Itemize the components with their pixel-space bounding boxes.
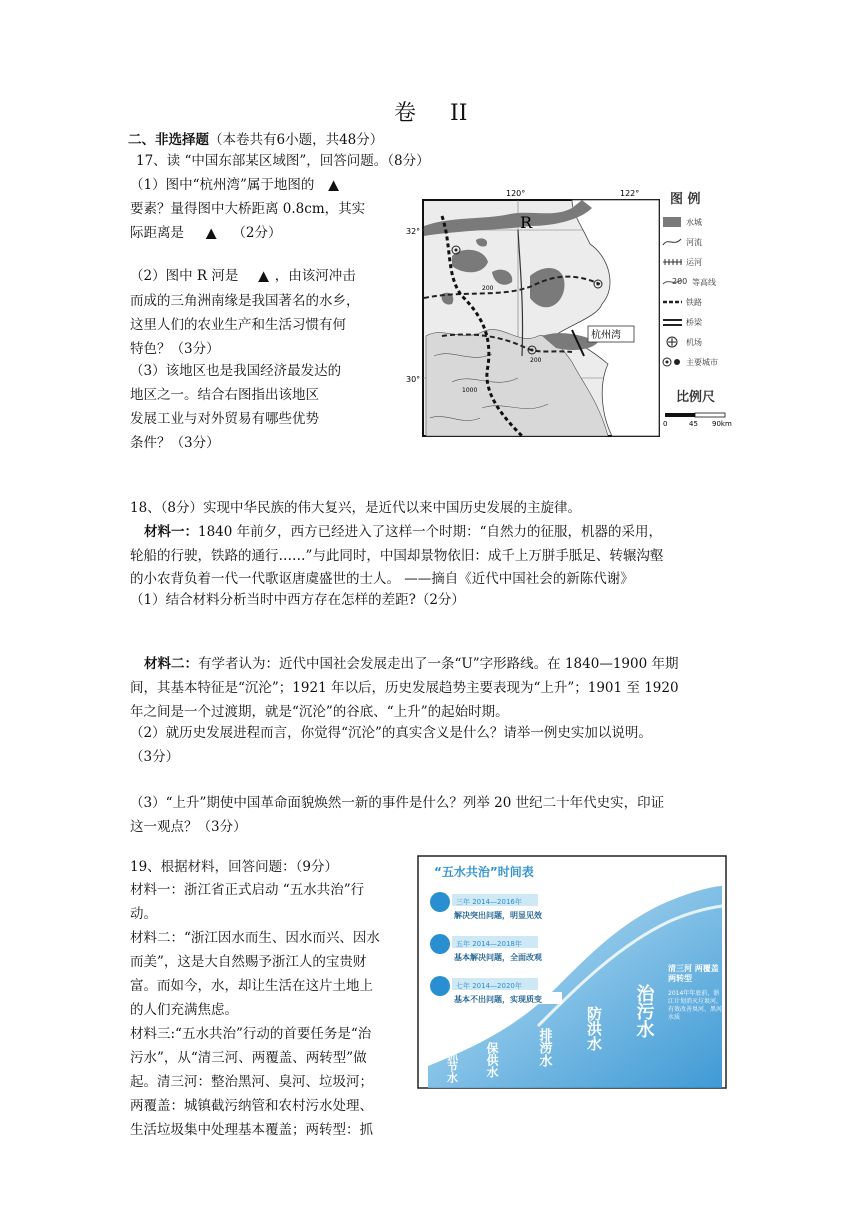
legend-title: 图 例 xyxy=(670,192,701,207)
q18-question: 这一观点？（3分） xyxy=(130,819,247,835)
poster-drawing xyxy=(418,856,726,1088)
river-label: R xyxy=(520,213,533,232)
q19-line: 的人们充满焦虑。 xyxy=(130,1002,238,1018)
scale-tick: 0 xyxy=(663,420,668,428)
q17-line: 而成的三角洲南缘是我国著名的水乡， xyxy=(130,293,360,309)
q18-question: （1）结合材料分析当时中西方存在怎样的差距?（2分） xyxy=(130,592,465,608)
q18-line: 材料一：1840 年前夕，西方已经进入了这样一个时期：“自然力的征服，机器的采用， xyxy=(144,524,663,540)
bay-label: 杭州湾 xyxy=(591,330,621,341)
q18-line: 材料二：有学者认为：近代中国社会发展走出了一条“U”字形路线。在 1840—1900 年期 xyxy=(144,656,679,672)
map-legend xyxy=(662,188,732,438)
q17-line: （3）该地区也是我国经济最发达的 xyxy=(130,363,342,379)
q18-line: 年之间是一个过渡期，就是“沉沦”的谷底、“上升”的起始时期。 xyxy=(130,704,509,720)
five-water-poster xyxy=(418,856,726,1088)
water-label: 抓节水 xyxy=(445,1050,459,1083)
q18-lead: 18、（8分）实现中华民族的伟大复兴，是近代以来中国历史发展的主旋律。 xyxy=(130,500,582,516)
q19-line: 材料一：浙江省正式启动 “五水共治”行 xyxy=(130,882,365,898)
q19-lead: 19、根据材料，回答问题：（9分） xyxy=(130,859,339,875)
water-label: 治污水 xyxy=(633,984,655,1038)
q18-question: （3）“上升”期使中国革命面貌焕然一新的事件是什么？列举 20 世纪二十年代史实，印证 xyxy=(130,795,665,811)
contour-label: 200 xyxy=(530,357,542,364)
q17-lead: 17、读 “中国东部某区域图”，回答问题。（8分） xyxy=(136,153,430,169)
q17-line: 要素？量得图中大桥距离 0.8cm，其实 xyxy=(130,201,366,217)
contour-label: 200 xyxy=(482,285,494,292)
q19-line: 两覆盖：城镇截污纳管和农村污水处理、 xyxy=(130,1098,373,1114)
lon-label: 122° xyxy=(620,189,640,198)
section-label: 二、非选择题 xyxy=(128,132,209,148)
lat-label: 32° xyxy=(406,227,421,236)
legend-item: 河流 xyxy=(662,236,732,250)
q17-line: 条件？（3分） xyxy=(130,435,220,451)
scale-tick: 90km xyxy=(712,420,732,428)
q19-line: 起。清三河：整治黑河、臭河、垃圾河； xyxy=(130,1074,373,1090)
poster-title: “五水共治”时间表 xyxy=(434,865,534,879)
q19-line: 材料二：“浙江因水而生、因水而兴、因水 xyxy=(130,930,380,946)
q17-line: 地区之一。结合右图指出该地区 xyxy=(130,387,319,403)
q19-line: 污水”，从“清三河、两覆盖、两转型”做 xyxy=(130,1050,367,1066)
q17-line: 这里人们的农业生产和生活习惯有何 xyxy=(130,317,346,333)
region-map xyxy=(406,186,660,438)
lat-label: 30° xyxy=(406,375,421,384)
page-title: 卷 II xyxy=(394,101,468,126)
q17-line: 特色？（3分） xyxy=(130,341,220,357)
scale-bar xyxy=(662,410,734,436)
scale-title: 比例尺 xyxy=(676,390,716,405)
legend-item: 桥梁 xyxy=(686,318,702,327)
q19-line: 富。而如今，水，却让生活在这片土地上 xyxy=(130,978,373,994)
q18-line: 轮船的行驶，铁路的通行……”与此同时，中国却景物依旧：成千上万胼手胝足、转辗沟壑 xyxy=(130,548,664,564)
answer-blank[interactable]: ▲ xyxy=(258,268,269,284)
q18-question: （3分） xyxy=(130,749,180,765)
contour-label: 1000 xyxy=(462,387,478,394)
water-label: 保供水 xyxy=(485,1042,499,1078)
stage-tag: 五年 2014—2018年 xyxy=(456,940,522,948)
stage-tag: 七年 2014—2020年 xyxy=(456,982,522,990)
q18-question: （2）就历史发展进程而言，你觉得“沉沦”的真实含义是什么？请举一例史实加以说明。 xyxy=(130,725,652,741)
q17-line: 际距离是 ▲ （2分） xyxy=(130,225,282,241)
q17-line: （2）图中 R 河是 ▲ ，由该河冲击 xyxy=(130,268,356,284)
water-label: 排涝水 xyxy=(536,1028,552,1067)
q19-line: 生活垃圾集中处理基本覆盖；两转型：抓 xyxy=(130,1122,373,1138)
q18-line: 间，其基本特征是“沉沦”；1921 年以后，历史发展趋势主要表现为“上升”；1901 至 1920 xyxy=(130,680,679,696)
section-note: （本卷共有6小题，共48分） xyxy=(209,132,384,148)
stage-text: 基本解决问题，全面改观 xyxy=(454,953,542,962)
legend-item: 200 等高线 xyxy=(662,276,732,290)
q19-line: 而美”，这是大自然赐予浙江人的宝贵财 xyxy=(130,954,367,970)
side-title: 清三河 两覆盖 两转型 xyxy=(668,964,719,983)
legend-item: 运河 xyxy=(662,256,732,270)
q17-line: 发展工业与对外贸易有哪些优势 xyxy=(130,411,319,427)
stage-tag: 三年 2014—2016年 xyxy=(456,898,522,906)
lon-label: 120° xyxy=(506,189,526,198)
answer-blank[interactable]: ▲ xyxy=(206,225,217,241)
legend-item: 铁路 xyxy=(686,298,702,307)
q17-line: （1）图中“杭州湾”属于地图的 ▲ xyxy=(130,177,339,193)
legend-item: 主要城市 xyxy=(662,356,732,370)
stage-text: 解决突出问题，明显见效 xyxy=(454,911,542,920)
q18-line: 的小农背负着一代一代歌讴唐虞盛世的士人。 ——摘自《近代中国社会的新陈代谢》 xyxy=(130,571,634,587)
stage-text: 基本不出问题，实现质变 xyxy=(454,995,542,1004)
side-note: 2014年年底前，浙江计划消灭垃圾河，有效改善臭河、黑河水质 xyxy=(668,990,723,1021)
legend-item: 机场 xyxy=(662,336,732,350)
map-drawing xyxy=(406,186,660,438)
water-label: 防洪水 xyxy=(585,1006,603,1051)
q19-line: 材料三:“五水共治”行动的首要任务是“治 xyxy=(130,1026,372,1042)
q19-line: 动。 xyxy=(130,906,157,922)
scale-tick: 45 xyxy=(689,420,698,428)
legend-item: 水城 xyxy=(662,216,732,230)
answer-blank[interactable]: ▲ xyxy=(328,177,339,193)
